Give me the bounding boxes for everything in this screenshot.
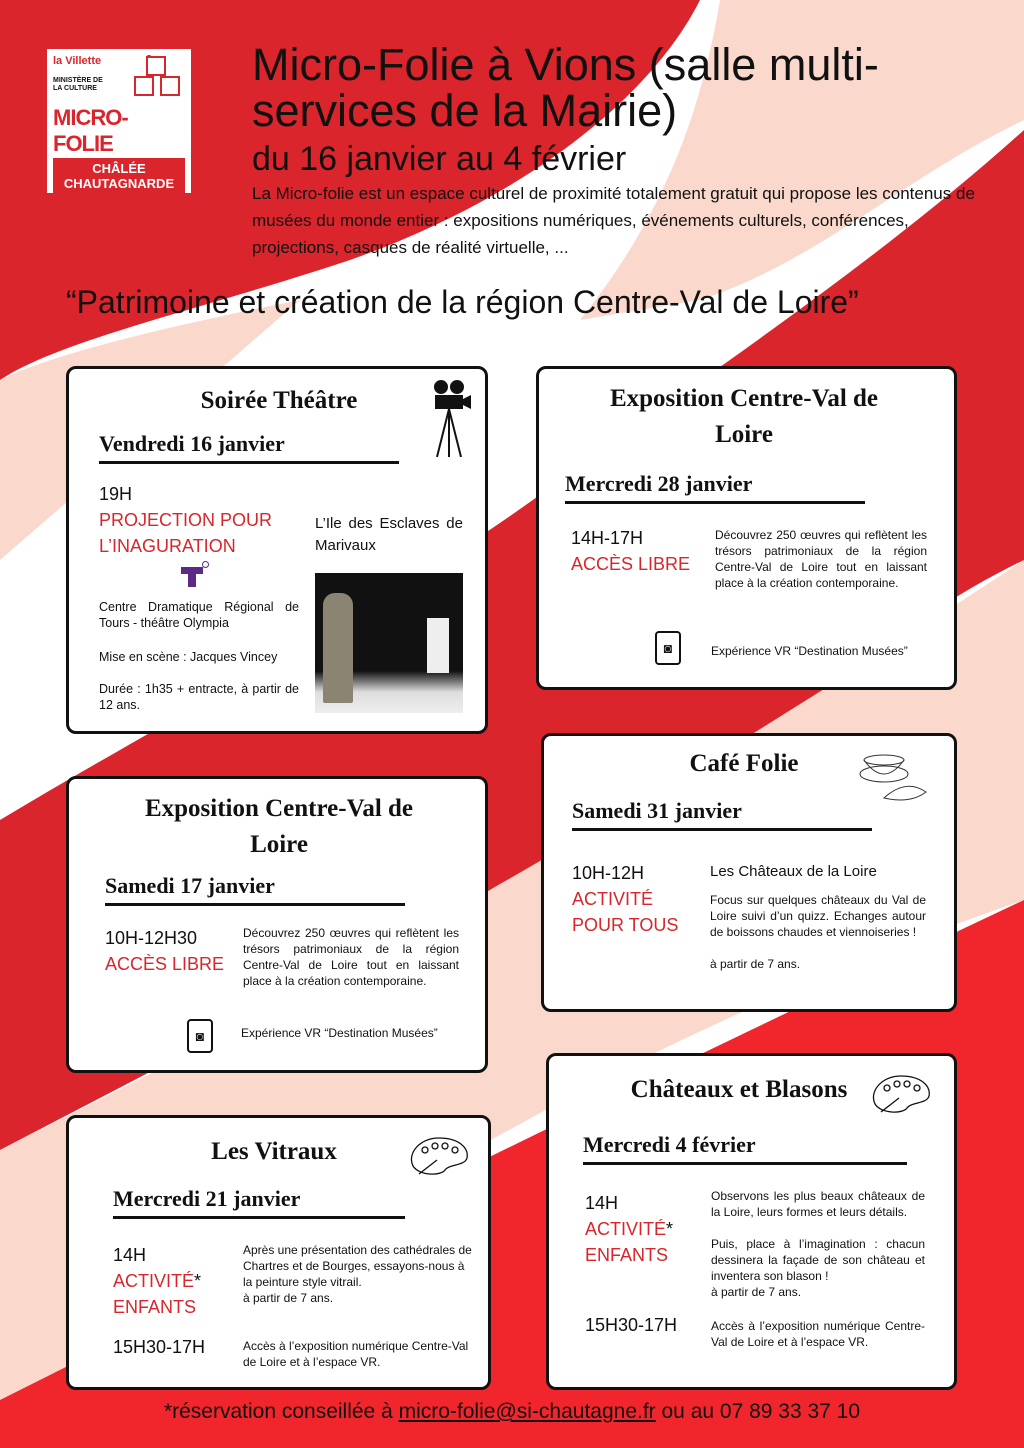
card-date: Samedi 17 janvier xyxy=(105,873,405,906)
card-title: Café Folie xyxy=(689,750,799,777)
theatre-olympia-logo xyxy=(181,561,211,589)
card-activity: PROJECTION POUR L’INAGURATION xyxy=(99,510,273,556)
page-title: Micro-Folie à Vions (salle multi-services de la Mairie) xyxy=(252,39,879,136)
card-activity: ACCÈS LIBRE xyxy=(571,554,691,574)
event-card-soiree-theatre xyxy=(66,366,488,734)
card-age: à partir de 7 ans. xyxy=(243,1291,334,1305)
card-activity-audience: ENFANTS xyxy=(585,1245,669,1265)
logo-place: CHÂLÉE CHAUTAGNARDE xyxy=(53,158,185,194)
event-card-cafe-folie xyxy=(541,733,957,1012)
theatre-photo xyxy=(315,573,463,713)
footer-reservation xyxy=(0,1400,1024,1424)
vr-headset-icon: ◙ xyxy=(655,631,681,665)
card-description: Découvrez 250 œuvres qui reflètent les trésors patrimoniaux de la région Centre-Val de Loire tout en laissant place à la création contemporaine. xyxy=(243,926,459,988)
date-range: du 16 janvier au 4 février xyxy=(252,140,627,178)
intro-text: La Micro-folie est un espace culturel de proximité totalement gratuit qui propose les contenus de musées du monde entier : expositions numériques, événements culturels, conférences, projections, casques de réalité virtuelle, ... xyxy=(252,184,975,257)
card-age: à partir de 7 ans. xyxy=(711,1285,802,1299)
card-activity: ACCÈS LIBRE xyxy=(105,954,225,974)
card-time: 10H-12H30 xyxy=(105,928,198,948)
card-description-2: Accès à l’exposition numérique Centre-Val de Loire et à l’espace VR. xyxy=(243,1339,469,1369)
event-card-vitraux xyxy=(66,1115,491,1390)
card-vr: Expérience VR “Destination Musées” xyxy=(241,1026,438,1040)
card-time: 14H xyxy=(585,1193,619,1213)
card-date: Samedi 31 janvier xyxy=(572,798,872,831)
card-description: Focus sur quelques châteaux du Val de Loire suivi d’un quizz. Echanges autour de boissons chaudes et viennoiseries ! xyxy=(710,893,926,939)
card-activity: ACTIVITÉ POUR TOUS xyxy=(572,889,679,935)
card-title: Les Vitraux xyxy=(211,1138,337,1165)
card-activity: ACTIVITÉ xyxy=(113,1271,195,1291)
cubes-icon xyxy=(133,55,185,105)
card-time: 14H xyxy=(113,1245,147,1265)
card-description-2: Accès à l’exposition numérique Centre-Val de Loire et à l’espace VR. xyxy=(711,1319,925,1349)
theme-quote: “Patrimoine et création de la région Centre-Val de Loire” xyxy=(66,284,859,320)
card-description: Observons les plus beaux châteaux de la Loire, leurs formes et leurs détails. xyxy=(711,1189,925,1219)
asterisk: * xyxy=(194,1271,202,1291)
card-title: Exposition Centre-Val de Loire xyxy=(144,795,414,858)
card-play-title: L’Ile des Esclaves de Marivaux xyxy=(315,515,463,554)
card-time: 19H xyxy=(99,484,133,504)
card-time: 14H-17H xyxy=(571,528,644,548)
card-venue: Centre Dramatique Régional de Tours - théâtre Olympia xyxy=(99,600,299,630)
logo-name: MICRO-FOLIE xyxy=(53,105,128,156)
card-time-2: 15H30-17H xyxy=(113,1337,206,1357)
card-description: Découvrez 250 œuvres qui reflètent les trésors patrimoniaux de la région Centre-Val de Loire tout en laissant place à la création contemporaine. xyxy=(715,528,927,590)
card-subtitle: Les Châteaux de la Loire xyxy=(710,863,877,880)
card-date: Vendredi 16 janvier xyxy=(99,431,399,464)
card-date: Mercredi 28 janvier xyxy=(565,471,865,504)
footer-phone: ou au 07 89 33 37 10 xyxy=(655,1400,861,1423)
card-title: Châteaux et Blasons xyxy=(630,1076,848,1103)
email-link[interactable]: micro-folie@si-chautagne.fr xyxy=(398,1400,656,1423)
card-time: 10H-12H xyxy=(572,863,645,883)
card-duration: Durée : 1h35 + entracte, à partir de 12 ans. xyxy=(99,682,299,712)
film-camera-icon xyxy=(429,377,473,457)
asterisk: * xyxy=(666,1219,674,1239)
card-title: Soirée Théâtre xyxy=(200,387,358,414)
card-age: à partir de 7 ans. xyxy=(710,957,801,971)
micro-folie-logo xyxy=(44,46,194,196)
logo-ministry: MINISTÈRE DE LA CULTURE xyxy=(53,77,103,92)
paint-palette-icon xyxy=(409,1136,471,1178)
footer-prefix: *réservation conseillée à xyxy=(163,1400,399,1423)
card-vr: Expérience VR “Destination Musées” xyxy=(711,644,908,658)
logo-brand: la Villette xyxy=(53,55,102,67)
event-card-exposition-28 xyxy=(536,366,957,690)
card-time-2: 15H30-17H xyxy=(585,1315,678,1335)
card-director: Mise en scène : Jacques Vincey xyxy=(99,650,278,664)
card-description-b: Puis, place à l’imagination : chacun dessinera la façade de son château et inventera son blason ! xyxy=(711,1237,925,1283)
event-card-exposition-17 xyxy=(66,776,488,1073)
vr-headset-icon: ◙ xyxy=(187,1019,213,1053)
card-title: Exposition Centre-Val de Loire xyxy=(609,385,879,448)
card-date: Mercredi 4 février xyxy=(583,1132,907,1165)
paint-palette-icon xyxy=(871,1074,933,1116)
card-activity: ACTIVITÉ xyxy=(585,1219,667,1239)
card-activity-audience: ENFANTS xyxy=(113,1297,197,1317)
card-date: Mercredi 21 janvier xyxy=(113,1186,405,1219)
event-card-chateaux-blasons xyxy=(546,1053,957,1390)
card-description: Après une présentation des cathédrales de Chartres et de Bourges, essayons-nous à la peinture style vitrail. xyxy=(243,1243,472,1289)
